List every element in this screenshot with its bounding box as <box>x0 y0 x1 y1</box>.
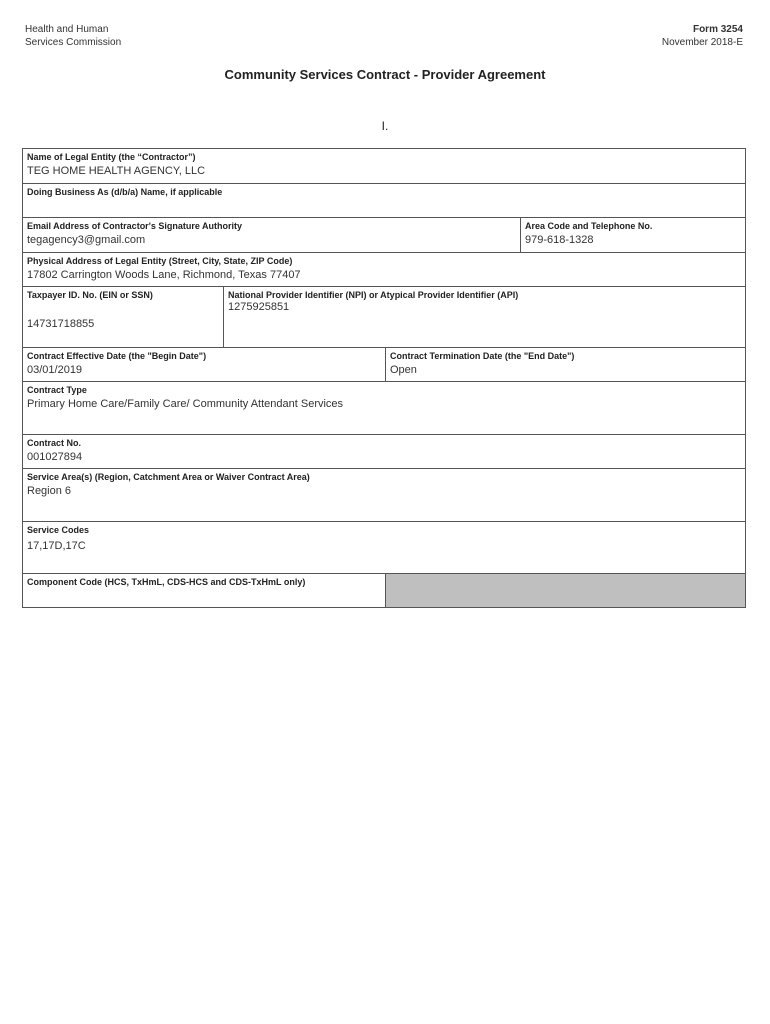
contract-type-label: Contract Type <box>27 385 87 395</box>
begin-date-field[interactable] <box>23 348 385 381</box>
agency-line-1: Health and Human <box>25 24 109 35</box>
row-legal-entity <box>23 149 745 184</box>
npi-label: National Provider Identifier (NPI) or Atypical Provider Identifier (API) <box>228 290 519 300</box>
email-value: tegagency3@gmail.com <box>27 234 146 246</box>
begin-date-label: Contract Effective Date (the "Begin Date") <box>27 351 207 361</box>
end-date-label: Contract Termination Date (the "End Date") <box>390 351 575 361</box>
contract-type-value: Primary Home Care/Family Care/ Community Attendant Services <box>27 398 344 410</box>
row-identifiers <box>23 287 745 348</box>
email-field[interactable] <box>23 218 520 252</box>
row-dates <box>23 348 745 382</box>
phone-value: 979-618-1328 <box>525 234 594 246</box>
row-service-area <box>23 469 745 522</box>
component-code-label-cell <box>23 574 385 607</box>
service-area-label: Service Area(s) (Region, Catchment Area or Waiver Contract Area) <box>27 472 310 482</box>
contract-type-field[interactable] <box>23 382 745 434</box>
address-value: 17802 Carrington Woods Lane, Richmond, Texas 77407 <box>27 269 301 281</box>
end-date-field[interactable] <box>385 348 745 381</box>
agency-line-2: Services Commission <box>25 37 122 48</box>
contract-no-label: Contract No. <box>27 438 81 448</box>
service-codes-label: Service Codes <box>27 525 90 535</box>
contract-no-value: 001027894 <box>27 451 83 463</box>
row-contact <box>23 218 745 253</box>
phone-field[interactable] <box>520 218 745 252</box>
row-dba <box>23 184 745 218</box>
component-code-field[interactable] <box>385 574 745 607</box>
begin-date-value: 03/01/2019 <box>27 364 83 376</box>
legal-entity-value: TEG HOME HEALTH AGENCY, LLC <box>27 165 206 177</box>
form-identifier <box>662 23 743 49</box>
service-area-value: Region 6 <box>27 485 72 497</box>
npi-field[interactable] <box>223 287 745 347</box>
dba-label: Doing Business As (d/b/a) Name, if applicable <box>27 187 223 197</box>
service-area-field[interactable] <box>23 469 745 521</box>
component-code-label: Component Code (HCS, TxHmL, CDS-HCS and CDS-TxHmL only) <box>27 577 306 587</box>
address-label: Physical Address of Legal Entity (Street, City, State, ZIP Code) <box>27 256 293 266</box>
taxpayer-id-field[interactable] <box>23 287 223 347</box>
npi-value: 1275925851 <box>228 301 290 313</box>
row-component-code <box>23 574 745 607</box>
dba-field[interactable] <box>23 184 745 217</box>
row-service-codes <box>23 522 745 574</box>
address-field[interactable] <box>23 253 745 286</box>
legal-entity-label: Name of Legal Entity (the “Contractor”) <box>27 152 196 162</box>
end-date-value: Open <box>390 364 417 376</box>
row-contract-type <box>23 382 745 435</box>
contract-no-field[interactable] <box>23 435 745 468</box>
service-codes-field[interactable] <box>23 522 745 573</box>
row-address <box>23 253 745 287</box>
section-number: I. <box>381 119 389 133</box>
page-title: Community Services Contract - Provider Agreement <box>224 67 546 82</box>
legal-entity-field[interactable] <box>23 149 745 183</box>
service-codes-value: 17,17D,17C <box>27 540 86 552</box>
taxpayer-id-value: 14731718855 <box>27 318 95 330</box>
form-date: November 2018-E <box>661 37 743 48</box>
row-contract-no <box>23 435 745 469</box>
contract-form <box>22 148 746 608</box>
phone-label: Area Code and Telephone No. <box>525 221 653 231</box>
email-label: Email Address of Contractor's Signature Authority <box>27 221 243 231</box>
form-number: Form 3254 <box>692 24 743 35</box>
agency-name <box>25 23 121 49</box>
taxpayer-id-label: Taxpayer ID. No. (EIN or SSN) <box>27 290 153 300</box>
